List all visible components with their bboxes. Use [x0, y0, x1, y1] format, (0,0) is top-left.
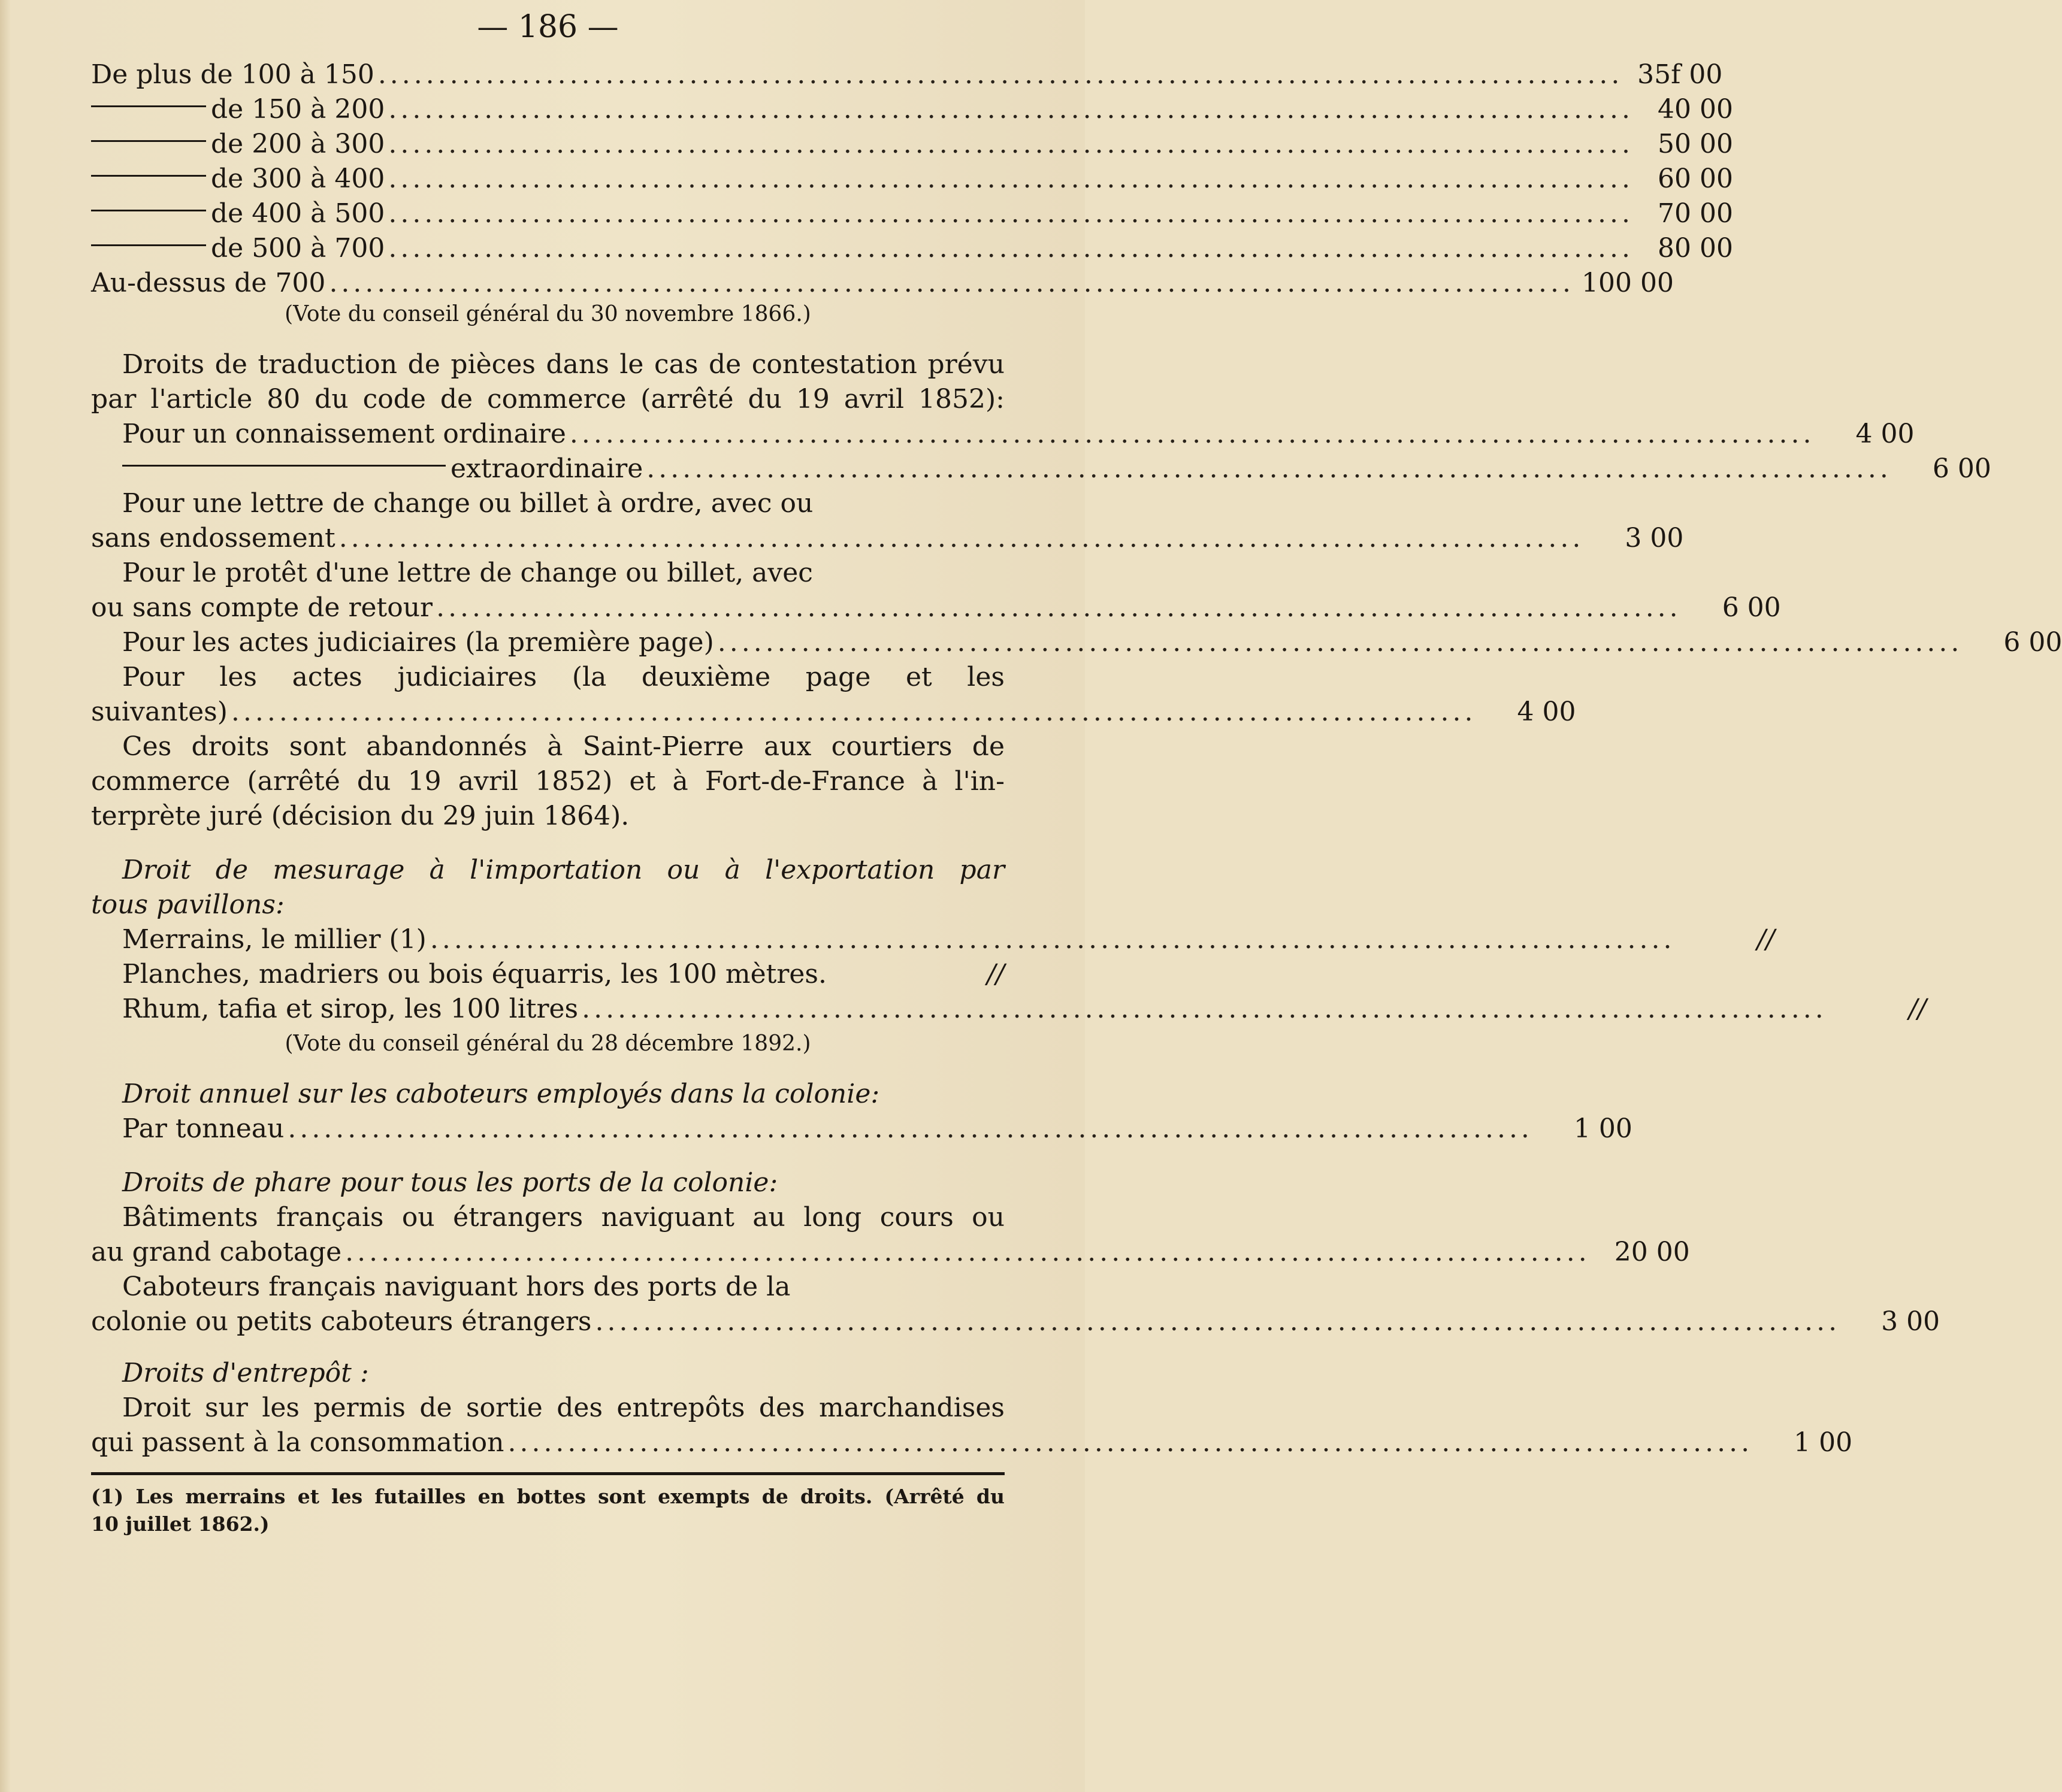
ditto-dash [91, 210, 206, 211]
tariff-label: de 200 à 300 [211, 129, 385, 159]
tariff-label: de 500 à 700 [211, 233, 385, 264]
fee-row [122, 992, 1927, 1027]
tariff-amount: 50 00 [1657, 129, 1733, 159]
fee-line: Pour une lettre de change ou billet à ordre, avec ou [122, 488, 814, 519]
section-heading: Droit annuel sur les caboteurs employés dans la colonie: [122, 1079, 880, 1109]
tariff-amount: 100 00 [1582, 268, 1674, 298]
tariff-row [91, 92, 1733, 127]
fee-label: Pour un connaissement ordinaire [122, 419, 566, 449]
fee-label: Rhum, tafia et sirop, les 100 litres [122, 994, 579, 1024]
leader-dots: ........................................................................................................ [388, 129, 1634, 159]
leader-dots: ........................................................................................................ [231, 697, 1477, 727]
leader-dots: ........................................................................................................ [430, 924, 1676, 955]
tariff-amount: 80 00 [1657, 233, 1733, 264]
tariff-label: de 400 à 500 [211, 198, 385, 229]
page-number: — 186 — [477, 9, 619, 45]
tariff-row [91, 127, 1733, 162]
fee-amount: 1 00 [1573, 1113, 1632, 1144]
ditto-dash [91, 105, 206, 107]
tariff-amount: 60 00 [1657, 164, 1733, 194]
fee-amount: 3 00 [1625, 523, 1684, 553]
fee-amount: 6 00 [2003, 627, 2062, 658]
note-line: terprète juré (décision du 29 juin 1864). [91, 801, 630, 831]
fee-amount: 4 00 [1855, 419, 1915, 449]
leader-dots: ........................................................................................................ [507, 1427, 1753, 1458]
fee-row [91, 695, 1576, 729]
fee-row [122, 417, 1915, 452]
leader-dots: ........................................................................................................ [388, 164, 1634, 194]
fee-amount: // [987, 959, 1005, 989]
fee-row [122, 1112, 1632, 1146]
fee-amount: 1 00 [1794, 1427, 1853, 1458]
fee-amount: // [1756, 924, 1775, 955]
tariff-row [91, 57, 1723, 92]
translation-intro-line: Droits de traduction de pièces dans le cas de contestation prévu [122, 349, 1005, 380]
translation-intro-line: par l'article 80 du code de commerce (arrêté du 19 avril 1852): [91, 384, 1005, 414]
tariff-row [91, 231, 1733, 266]
ditto-dash [91, 244, 206, 246]
fee-row [122, 452, 1991, 486]
footnote-line: 10 juillet 1862.) [91, 1512, 270, 1536]
leader-dots: ........................................................................................................ [377, 59, 1623, 90]
leader-dots: ........................................................................................................ [717, 627, 1963, 658]
section-heading: Droits de phare pour tous les ports de la colonie: [122, 1167, 778, 1198]
ditto-dash [122, 465, 446, 467]
leader-dots: ........................................................................................................ [338, 523, 1585, 553]
fee-label: extraordinaire [451, 453, 643, 484]
fee-label: Merrains, le millier (1) [122, 924, 427, 955]
section-heading: Droits d'entrepôt : [122, 1358, 369, 1388]
ditto-dash [91, 140, 206, 142]
fee-row [91, 1235, 1690, 1270]
fee-label: suivantes) [91, 697, 228, 727]
fee-amount: 4 00 [1517, 697, 1576, 727]
leader-dots: ........................................................................................................ [345, 1237, 1591, 1267]
leader-dots: ........................................................................................................ [388, 198, 1634, 229]
fee-label: colonie ou petits caboteurs étrangers [91, 1306, 592, 1337]
leader-dots: ........................................................................................................ [388, 233, 1634, 264]
footnote-rule [91, 1472, 1005, 1475]
leader-dots: ........................................................................................................ [646, 453, 1892, 484]
ditto-dash [91, 175, 206, 177]
tariff-row [91, 162, 1733, 196]
note-line: commerce (arrêté du 19 avril 1852) et à Fort-de-France à l'in- [91, 766, 1005, 797]
fee-amount: 6 00 [1722, 592, 1781, 623]
fee-amount: 3 00 [1881, 1306, 1940, 1337]
section-heading: tous pavillons: [91, 889, 285, 920]
fee-row [122, 625, 2062, 660]
fee-label: Pour les actes judiciaires (la première page) [122, 627, 714, 658]
fee-label: qui passent à la consommation [91, 1427, 504, 1458]
fee-amount: // [1909, 994, 1927, 1024]
tariff-row [91, 196, 1733, 231]
fee-amount: 6 00 [1932, 453, 1991, 484]
fee-label: au grand cabotage [91, 1237, 342, 1267]
footnote-line: (1) Les merrains et les futailles en bottes sont exempts de droits. (Arrêté du [91, 1485, 1005, 1508]
leader-dots: ........................................................................................................ [569, 419, 1815, 449]
leader-dots: ........................................................................................................ [595, 1306, 1841, 1337]
tariff-label: de 300 à 400 [211, 164, 385, 194]
fee-line: Pour les actes judiciaires (la deuxième page et les [122, 662, 1005, 692]
tariff-amount: 40 00 [1657, 94, 1733, 125]
leader-dots: ........................................................................................................ [436, 592, 1682, 623]
vote-1866: (Vote du conseil général du 30 novembre 1866.) [285, 302, 811, 326]
note-line: Ces droits sont abandonnés à Saint-Pierre aux courtiers de [122, 731, 1005, 762]
fee-line: Droit sur les permis de sortie des entrepôts des marchandises [122, 1393, 1005, 1423]
fee-row [91, 591, 1781, 625]
leader-dots: ........................................................................................................ [329, 268, 1575, 298]
tariff-label: de 150 à 200 [211, 94, 385, 125]
fee-line: Bâtiments français ou étrangers naviguant au long cours ou [122, 1202, 1005, 1233]
fee-amount: 20 00 [1614, 1237, 1690, 1267]
tariff-row [91, 266, 1674, 301]
fee-line: Pour le protêt d'une lettre de change ou billet, avec [122, 558, 813, 588]
fee-label: sans endossement [91, 523, 335, 553]
tariff-amount: 35f 00 [1637, 59, 1723, 90]
leader-dots: ........................................................................................................ [288, 1113, 1533, 1144]
fee-label: Par tonneau [122, 1113, 285, 1144]
fee-line: Caboteurs français naviguant hors des ports de la [122, 1272, 791, 1302]
leader-dots: ........................................................................................................ [582, 994, 1827, 1024]
fee-label: Planches, madriers ou bois équarris, les 100 mètres. [122, 959, 827, 989]
tariff-label: De plus de 100 à 150 [91, 59, 374, 90]
fee-row [122, 922, 1775, 957]
fee-row [91, 521, 1684, 556]
section-heading: Droit de mesurage à l'importation ou à l'exportation par [122, 855, 1005, 885]
fee-row [91, 1304, 1940, 1339]
leader-dots: ........................................................................................................ [388, 94, 1634, 125]
vote-1892: (Vote du conseil général du 28 décembre 1892.) [285, 1031, 811, 1056]
tariff-label: Au-dessus de 700 [91, 268, 326, 298]
fee-row [91, 1425, 1853, 1460]
fee-label: ou sans compte de retour [91, 592, 433, 623]
tariff-amount: 70 00 [1657, 198, 1733, 229]
fee-row [122, 957, 1005, 992]
